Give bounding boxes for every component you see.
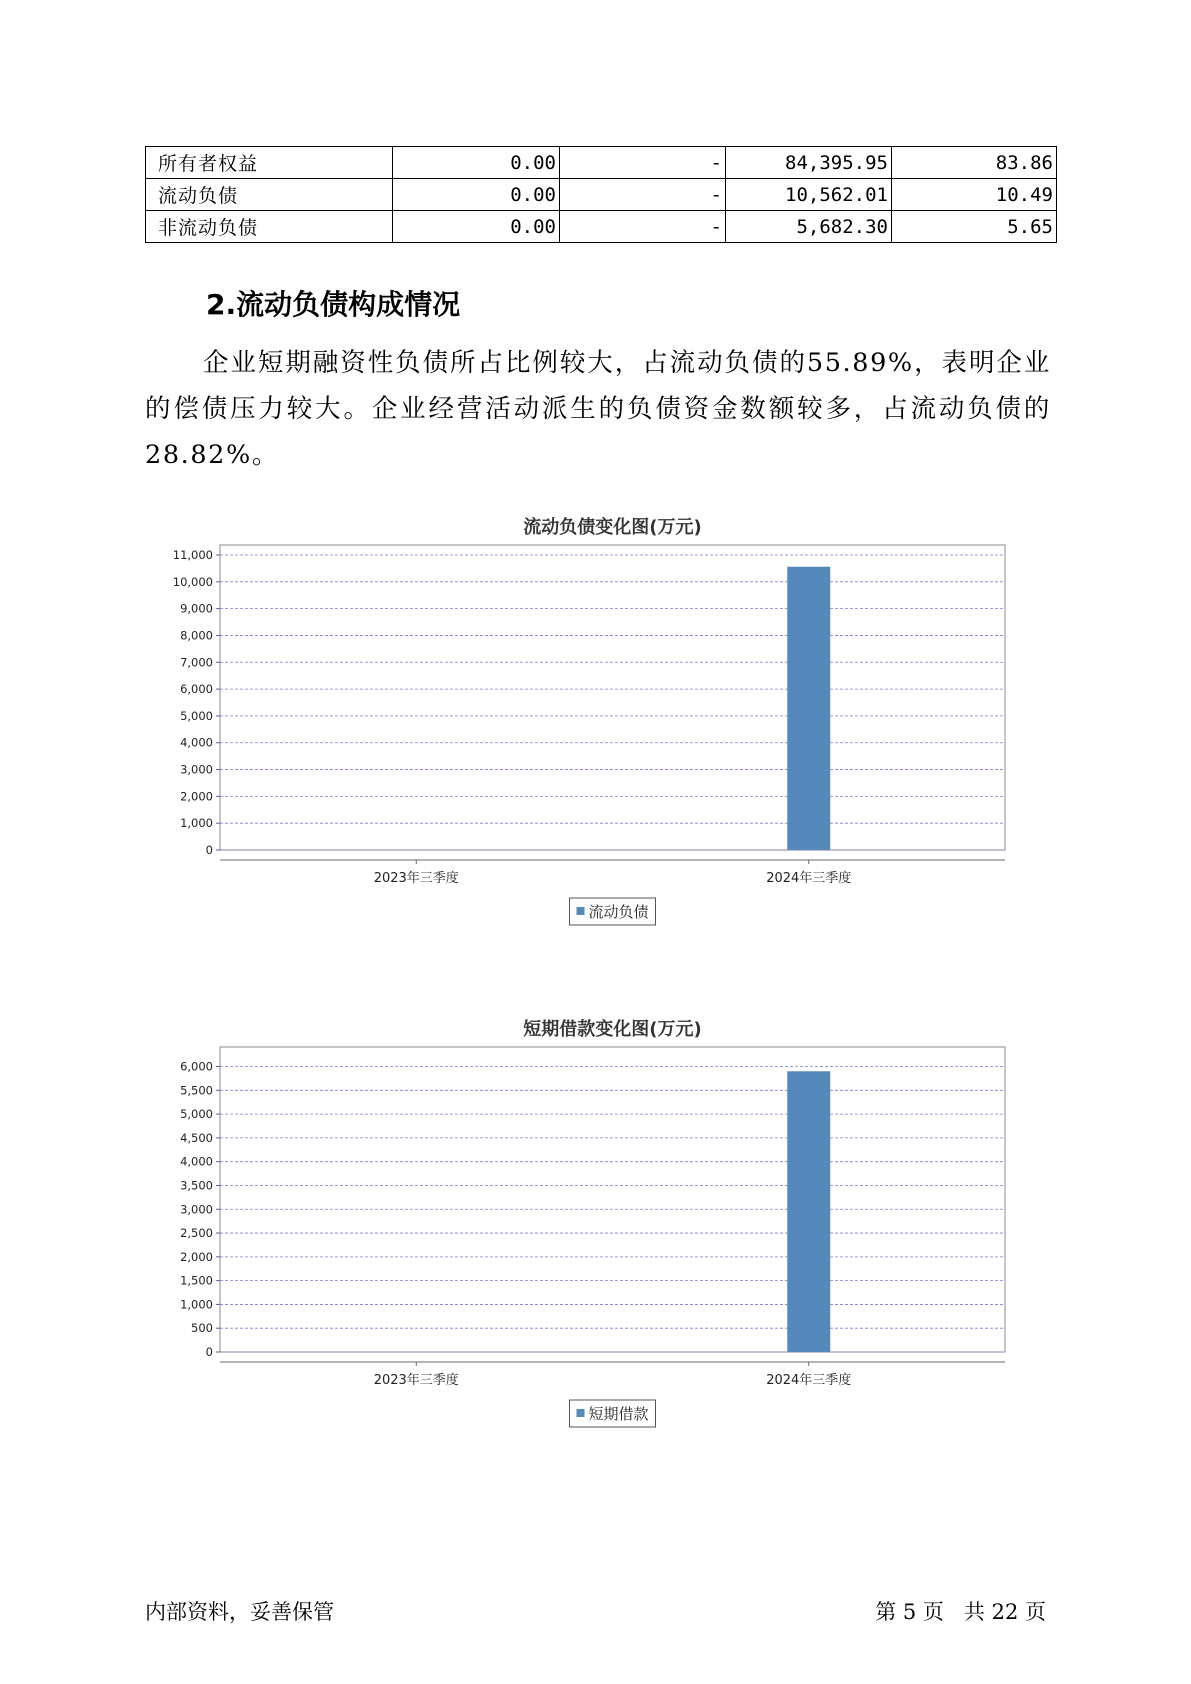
y-tick-label: 1,000 [180, 816, 213, 831]
y-tick-label: 8,000 [180, 628, 213, 643]
financial-table [145, 146, 1057, 243]
legend-swatch [577, 907, 585, 915]
current-liabilities-chart [150, 505, 1050, 975]
bar [787, 567, 830, 850]
x-tick-label: 2024年三季度 [766, 1373, 852, 1388]
y-tick-label: 5,000 [180, 708, 213, 723]
table-cell: 84,395.95 [726, 147, 892, 179]
table-cell: 0.00 [393, 147, 560, 179]
section-paragraph: 企业短期融资性负债所占比例较大，占流动负债的55.89%，表明企业的偿债压力较大。企业经营活动派生的负债资金数额较多，占流动负债的28.82%。 [145, 348, 1051, 470]
y-tick-label: 4,000 [180, 735, 213, 750]
footer-confidential: 内部资料，妥善保管 [145, 1600, 334, 1624]
y-tick-label: 6,000 [180, 682, 213, 697]
y-tick-label: 2,500 [180, 1226, 213, 1241]
y-tick-label: 3,000 [180, 762, 213, 777]
y-tick-label: 1,500 [180, 1273, 213, 1288]
y-tick-label: 11,000 [172, 548, 213, 562]
y-tick-label: 4,500 [180, 1130, 213, 1145]
legend-swatch [577, 1409, 585, 1417]
plot-area [220, 1047, 1005, 1352]
table-cell: 10.49 [892, 179, 1057, 211]
table-cell: - [560, 147, 726, 179]
table-cell: 0.00 [393, 211, 560, 243]
chart-svg [150, 1007, 1050, 1477]
footer-page-number: 第 5 页 共 22 页 [875, 1600, 1046, 1624]
row-label: 所有者权益 [146, 147, 393, 179]
y-tick-label: 3,000 [180, 1202, 213, 1217]
section-heading: 2.流动负债构成情况 [206, 288, 461, 321]
legend-label: 流动负债 [588, 903, 649, 921]
row-label: 非流动负债 [146, 211, 393, 243]
table-cell: 0.00 [393, 179, 560, 211]
table-row [146, 211, 1057, 243]
y-tick-label: 500 [191, 1321, 213, 1336]
short-term-loans-chart [150, 1007, 1050, 1477]
y-tick-label: 0 [205, 1345, 213, 1359]
y-tick-label: 1,000 [180, 1297, 213, 1312]
table-cell: - [560, 179, 726, 211]
table-cell: 83.86 [892, 147, 1057, 179]
table-row [146, 147, 1057, 179]
x-tick-label: 2024年三季度 [766, 871, 852, 886]
bar [787, 1071, 830, 1352]
x-tick-label: 2023年三季度 [373, 1373, 459, 1388]
table-cell: 5.65 [892, 211, 1057, 243]
chart-svg [150, 505, 1050, 975]
y-tick-label: 3,500 [180, 1178, 213, 1193]
table-cell: 10,562.01 [726, 179, 892, 211]
row-label: 流动负债 [146, 179, 393, 211]
y-tick-label: 5,000 [180, 1107, 213, 1122]
y-tick-label: 9,000 [180, 601, 213, 616]
chart-title: 流动负债变化图(万元) [523, 517, 702, 538]
y-tick-label: 0 [205, 843, 213, 857]
table-cell: - [560, 211, 726, 243]
legend-label: 短期借款 [588, 1405, 649, 1423]
y-tick-label: 2,000 [180, 1249, 213, 1264]
y-tick-label: 7,000 [180, 655, 213, 670]
x-tick-label: 2023年三季度 [373, 871, 459, 886]
plot-area [220, 545, 1005, 850]
table-row [146, 179, 1057, 211]
table-cell: 5,682.30 [726, 211, 892, 243]
y-tick-label: 4,000 [180, 1154, 213, 1169]
y-tick-label: 2,000 [180, 789, 213, 804]
y-tick-label: 10,000 [172, 574, 213, 589]
y-tick-label: 6,000 [180, 1059, 213, 1074]
chart-title: 短期借款变化图(万元) [523, 1019, 702, 1040]
y-tick-label: 5,500 [180, 1083, 213, 1098]
